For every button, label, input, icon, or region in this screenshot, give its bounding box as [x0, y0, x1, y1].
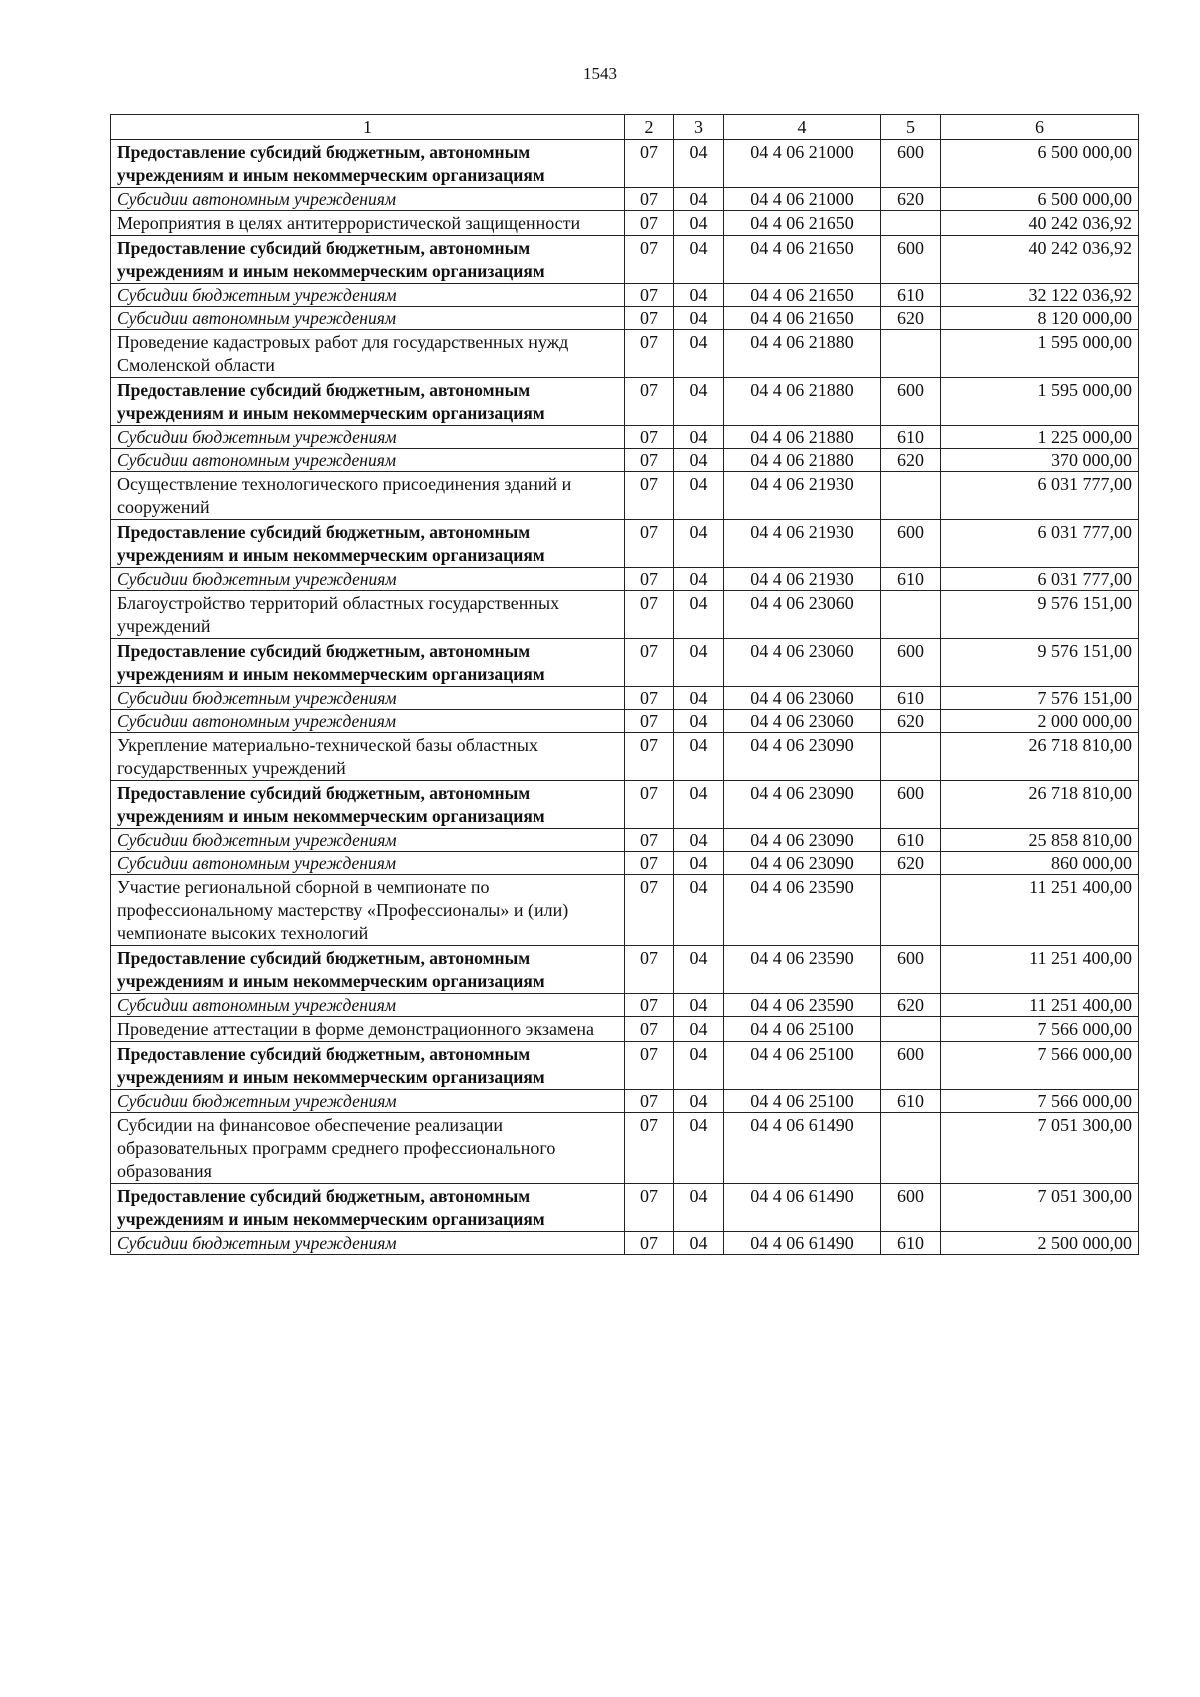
cell-section: 07: [625, 236, 674, 284]
table-row: [111, 568, 1139, 591]
cell-subsection: 04: [674, 1090, 724, 1113]
cell-sum: 6 500 000,00: [941, 188, 1139, 211]
cell-name: Предоставление субсидий бюджетным, автономным учреждениям и иным некоммерческим организациям: [111, 946, 625, 994]
cell-section: 07: [625, 426, 674, 449]
cell-sum: 25 858 810,00: [941, 829, 1139, 852]
cell-sum: 11 251 400,00: [941, 946, 1139, 994]
cell-section: 07: [625, 1042, 674, 1090]
cell-subsection: 04: [674, 829, 724, 852]
cell-section: 07: [625, 188, 674, 211]
cell-name: Предоставление субсидий бюджетным, автономным учреждениям и иным некоммерческим организациям: [111, 520, 625, 568]
cell-subsection: 04: [674, 330, 724, 378]
cell-name: Субсидии бюджетным учреждениям: [111, 1090, 625, 1113]
table-body: [111, 140, 1139, 1255]
cell-sum: 1 225 000,00: [941, 426, 1139, 449]
table-row: [111, 1090, 1139, 1113]
cell-subsection: 04: [674, 1113, 724, 1184]
cell-sum: 1 595 000,00: [941, 378, 1139, 426]
cell-expense-type: 610: [881, 284, 941, 307]
table-row: [111, 852, 1139, 875]
table-row: [111, 1042, 1139, 1090]
cell-subsection: 04: [674, 1232, 724, 1255]
cell-subsection: 04: [674, 733, 724, 781]
cell-name: Предоставление субсидий бюджетным, автономным учреждениям и иным некоммерческим организациям: [111, 639, 625, 687]
cell-name: Субсидии бюджетным учреждениям: [111, 426, 625, 449]
cell-name: Субсидии бюджетным учреждениям: [111, 687, 625, 710]
cell-code: 04 4 06 21930: [724, 568, 881, 591]
cell-name: Благоустройство территорий областных государственных учреждений: [111, 591, 625, 639]
cell-sum: 40 242 036,92: [941, 236, 1139, 284]
cell-code: 04 4 06 23090: [724, 781, 881, 829]
cell-section: 07: [625, 568, 674, 591]
page-number: 1543: [583, 64, 617, 83]
cell-section: 07: [625, 520, 674, 568]
cell-sum: 7 576 151,00: [941, 687, 1139, 710]
cell-expense-type: [881, 1017, 941, 1042]
cell-expense-type: 610: [881, 829, 941, 852]
cell-sum: 7 566 000,00: [941, 1017, 1139, 1042]
header-expense-type: 5: [881, 115, 941, 140]
cell-sum: 9 576 151,00: [941, 591, 1139, 639]
table-row: [111, 449, 1139, 472]
cell-section: 07: [625, 946, 674, 994]
cell-name: Субсидии бюджетным учреждениям: [111, 284, 625, 307]
cell-sum: 6 031 777,00: [941, 568, 1139, 591]
cell-section: 07: [625, 449, 674, 472]
cell-expense-type: [881, 733, 941, 781]
cell-code: 04 4 06 21650: [724, 211, 881, 236]
cell-expense-type: [881, 591, 941, 639]
table-row: [111, 591, 1139, 639]
cell-expense-type: 600: [881, 781, 941, 829]
table-row: [111, 687, 1139, 710]
cell-section: 07: [625, 829, 674, 852]
cell-code: 04 4 06 25100: [724, 1090, 881, 1113]
cell-code: 04 4 06 25100: [724, 1042, 881, 1090]
table-row: [111, 946, 1139, 994]
cell-code: 04 4 06 23060: [724, 710, 881, 733]
cell-section: 07: [625, 639, 674, 687]
cell-code: 04 4 06 23590: [724, 946, 881, 994]
cell-subsection: 04: [674, 472, 724, 520]
table-row: [111, 710, 1139, 733]
cell-name: Субсидии автономным учреждениям: [111, 188, 625, 211]
cell-name: Субсидии на финансовое обеспечение реализации образовательных программ среднего профессионального образования: [111, 1113, 625, 1184]
cell-code: 04 4 06 25100: [724, 1017, 881, 1042]
cell-subsection: 04: [674, 994, 724, 1017]
cell-name: Субсидии автономным учреждениям: [111, 307, 625, 330]
table-row: [111, 140, 1139, 188]
cell-expense-type: 600: [881, 378, 941, 426]
cell-sum: 2 000 000,00: [941, 710, 1139, 733]
cell-section: 07: [625, 591, 674, 639]
table-row: [111, 1184, 1139, 1232]
table-row: [111, 330, 1139, 378]
cell-subsection: 04: [674, 520, 724, 568]
cell-name: Субсидии автономным учреждениям: [111, 994, 625, 1017]
table-row: [111, 733, 1139, 781]
cell-subsection: 04: [674, 852, 724, 875]
header-code: 4: [724, 115, 881, 140]
budget-table: [110, 114, 1139, 1255]
cell-expense-type: 600: [881, 140, 941, 188]
cell-section: 07: [625, 710, 674, 733]
cell-expense-type: 620: [881, 449, 941, 472]
cell-subsection: 04: [674, 140, 724, 188]
table-row: [111, 829, 1139, 852]
table-row: [111, 426, 1139, 449]
cell-code: 04 4 06 23060: [724, 687, 881, 710]
cell-section: 07: [625, 307, 674, 330]
table-row: [111, 781, 1139, 829]
cell-code: 04 4 06 61490: [724, 1113, 881, 1184]
cell-subsection: 04: [674, 687, 724, 710]
cell-subsection: 04: [674, 188, 724, 211]
cell-subsection: 04: [674, 875, 724, 946]
cell-name: Субсидии бюджетным учреждениям: [111, 568, 625, 591]
cell-sum: 1 595 000,00: [941, 330, 1139, 378]
cell-code: 04 4 06 23590: [724, 994, 881, 1017]
table-row: [111, 188, 1139, 211]
cell-expense-type: [881, 1113, 941, 1184]
cell-name: Проведение аттестации в форме демонстрационного экзамена: [111, 1017, 625, 1042]
cell-subsection: 04: [674, 568, 724, 591]
cell-section: 07: [625, 284, 674, 307]
header-section: 2: [625, 115, 674, 140]
cell-sum: 860 000,00: [941, 852, 1139, 875]
cell-sum: 8 120 000,00: [941, 307, 1139, 330]
cell-code: 04 4 06 21000: [724, 188, 881, 211]
cell-section: 07: [625, 781, 674, 829]
cell-name: Проведение кадастровых работ для государственных нужд Смоленской области: [111, 330, 625, 378]
cell-sum: 2 500 000,00: [941, 1232, 1139, 1255]
cell-subsection: 04: [674, 211, 724, 236]
cell-code: 04 4 06 21650: [724, 284, 881, 307]
cell-sum: 6 500 000,00: [941, 140, 1139, 188]
header-subsection: 3: [674, 115, 724, 140]
cell-expense-type: 610: [881, 426, 941, 449]
cell-subsection: 04: [674, 781, 724, 829]
cell-name: Укрепление материально-технической базы областных государственных учреждений: [111, 733, 625, 781]
header-name: 1: [111, 115, 625, 140]
cell-section: 07: [625, 211, 674, 236]
cell-name: Субсидии автономным учреждениям: [111, 852, 625, 875]
cell-sum: 11 251 400,00: [941, 875, 1139, 946]
table-row: [111, 236, 1139, 284]
cell-code: 04 4 06 23060: [724, 639, 881, 687]
cell-section: 07: [625, 733, 674, 781]
cell-code: 04 4 06 21650: [724, 307, 881, 330]
cell-expense-type: 620: [881, 994, 941, 1017]
header-sum: 6: [941, 115, 1139, 140]
cell-code: 04 4 06 21880: [724, 330, 881, 378]
cell-subsection: 04: [674, 449, 724, 472]
cell-section: 07: [625, 1184, 674, 1232]
cell-name: Осуществление технологического присоединения зданий и сооружений: [111, 472, 625, 520]
cell-code: 04 4 06 23090: [724, 852, 881, 875]
cell-name: Предоставление субсидий бюджетным, автономным учреждениям и иным некоммерческим организациям: [111, 236, 625, 284]
cell-section: 07: [625, 472, 674, 520]
cell-expense-type: [881, 211, 941, 236]
cell-expense-type: 610: [881, 568, 941, 591]
table-row: [111, 378, 1139, 426]
cell-name: Участие региональной сборной в чемпионате по профессиональному мастерству «Профессионалы» и (или) чемпионате высоких технологий: [111, 875, 625, 946]
cell-expense-type: [881, 875, 941, 946]
table-row: [111, 472, 1139, 520]
cell-section: 07: [625, 994, 674, 1017]
table-row: [111, 1232, 1139, 1255]
cell-code: 04 4 06 61490: [724, 1184, 881, 1232]
cell-sum: 32 122 036,92: [941, 284, 1139, 307]
cell-subsection: 04: [674, 591, 724, 639]
cell-expense-type: 600: [881, 639, 941, 687]
cell-expense-type: [881, 330, 941, 378]
cell-subsection: 04: [674, 426, 724, 449]
cell-expense-type: 620: [881, 307, 941, 330]
cell-name: Субсидии бюджетным учреждениям: [111, 829, 625, 852]
cell-expense-type: [881, 472, 941, 520]
cell-code: 04 4 06 21930: [724, 472, 881, 520]
cell-name: Предоставление субсидий бюджетным, автономным учреждениям и иным некоммерческим организациям: [111, 378, 625, 426]
cell-code: 04 4 06 21880: [724, 449, 881, 472]
cell-code: 04 4 06 23090: [724, 829, 881, 852]
cell-name: Мероприятия в целях антитеррористической защищенности: [111, 211, 625, 236]
cell-code: 04 4 06 21880: [724, 378, 881, 426]
cell-name: Субсидии автономным учреждениям: [111, 710, 625, 733]
cell-sum: 6 031 777,00: [941, 472, 1139, 520]
cell-name: Предоставление субсидий бюджетным, автономным учреждениям и иным некоммерческим организациям: [111, 140, 625, 188]
cell-expense-type: 600: [881, 946, 941, 994]
cell-section: 07: [625, 687, 674, 710]
cell-expense-type: 600: [881, 236, 941, 284]
cell-subsection: 04: [674, 284, 724, 307]
table-row: [111, 520, 1139, 568]
cell-section: 07: [625, 1232, 674, 1255]
cell-subsection: 04: [674, 946, 724, 994]
cell-section: 07: [625, 378, 674, 426]
cell-subsection: 04: [674, 639, 724, 687]
cell-subsection: 04: [674, 1042, 724, 1090]
cell-sum: 370 000,00: [941, 449, 1139, 472]
table-row: [111, 994, 1139, 1017]
cell-section: 07: [625, 875, 674, 946]
cell-name: Субсидии бюджетным учреждениям: [111, 1232, 625, 1255]
cell-expense-type: 610: [881, 1232, 941, 1255]
table-row: [111, 211, 1139, 236]
cell-section: 07: [625, 1090, 674, 1113]
cell-expense-type: 610: [881, 1090, 941, 1113]
cell-section: 07: [625, 330, 674, 378]
cell-code: 04 4 06 23590: [724, 875, 881, 946]
cell-section: 07: [625, 852, 674, 875]
cell-expense-type: 620: [881, 188, 941, 211]
cell-sum: 11 251 400,00: [941, 994, 1139, 1017]
cell-code: 04 4 06 23090: [724, 733, 881, 781]
cell-subsection: 04: [674, 1017, 724, 1042]
cell-section: 07: [625, 1113, 674, 1184]
cell-subsection: 04: [674, 236, 724, 284]
cell-code: 04 4 06 21650: [724, 236, 881, 284]
cell-name: Субсидии автономным учреждениям: [111, 449, 625, 472]
table-row: [111, 1017, 1139, 1042]
cell-sum: 40 242 036,92: [941, 211, 1139, 236]
cell-sum: 26 718 810,00: [941, 733, 1139, 781]
cell-expense-type: 600: [881, 1042, 941, 1090]
cell-sum: 7 566 000,00: [941, 1042, 1139, 1090]
cell-code: 04 4 06 21000: [724, 140, 881, 188]
cell-expense-type: 600: [881, 1184, 941, 1232]
cell-code: 04 4 06 23060: [724, 591, 881, 639]
cell-expense-type: 620: [881, 710, 941, 733]
cell-name: Предоставление субсидий бюджетным, автономным учреждениям и иным некоммерческим организациям: [111, 1184, 625, 1232]
header-row: [111, 115, 1139, 140]
cell-subsection: 04: [674, 710, 724, 733]
table-row: [111, 875, 1139, 946]
cell-sum: 9 576 151,00: [941, 639, 1139, 687]
cell-sum: 7 566 000,00: [941, 1090, 1139, 1113]
cell-section: 07: [625, 1017, 674, 1042]
cell-code: 04 4 06 61490: [724, 1232, 881, 1255]
table-row: [111, 639, 1139, 687]
cell-subsection: 04: [674, 378, 724, 426]
cell-sum: 6 031 777,00: [941, 520, 1139, 568]
cell-name: Предоставление субсидий бюджетным, автономным учреждениям и иным некоммерческим организациям: [111, 1042, 625, 1090]
cell-name: Предоставление субсидий бюджетным, автономным учреждениям и иным некоммерческим организациям: [111, 781, 625, 829]
cell-code: 04 4 06 21930: [724, 520, 881, 568]
cell-expense-type: 620: [881, 852, 941, 875]
table-row: [111, 284, 1139, 307]
cell-expense-type: 610: [881, 687, 941, 710]
cell-sum: 7 051 300,00: [941, 1184, 1139, 1232]
cell-sum: 26 718 810,00: [941, 781, 1139, 829]
cell-expense-type: 600: [881, 520, 941, 568]
cell-subsection: 04: [674, 1184, 724, 1232]
table-row: [111, 307, 1139, 330]
cell-code: 04 4 06 21880: [724, 426, 881, 449]
cell-sum: 7 051 300,00: [941, 1113, 1139, 1184]
cell-subsection: 04: [674, 307, 724, 330]
cell-section: 07: [625, 140, 674, 188]
table-row: [111, 1113, 1139, 1184]
